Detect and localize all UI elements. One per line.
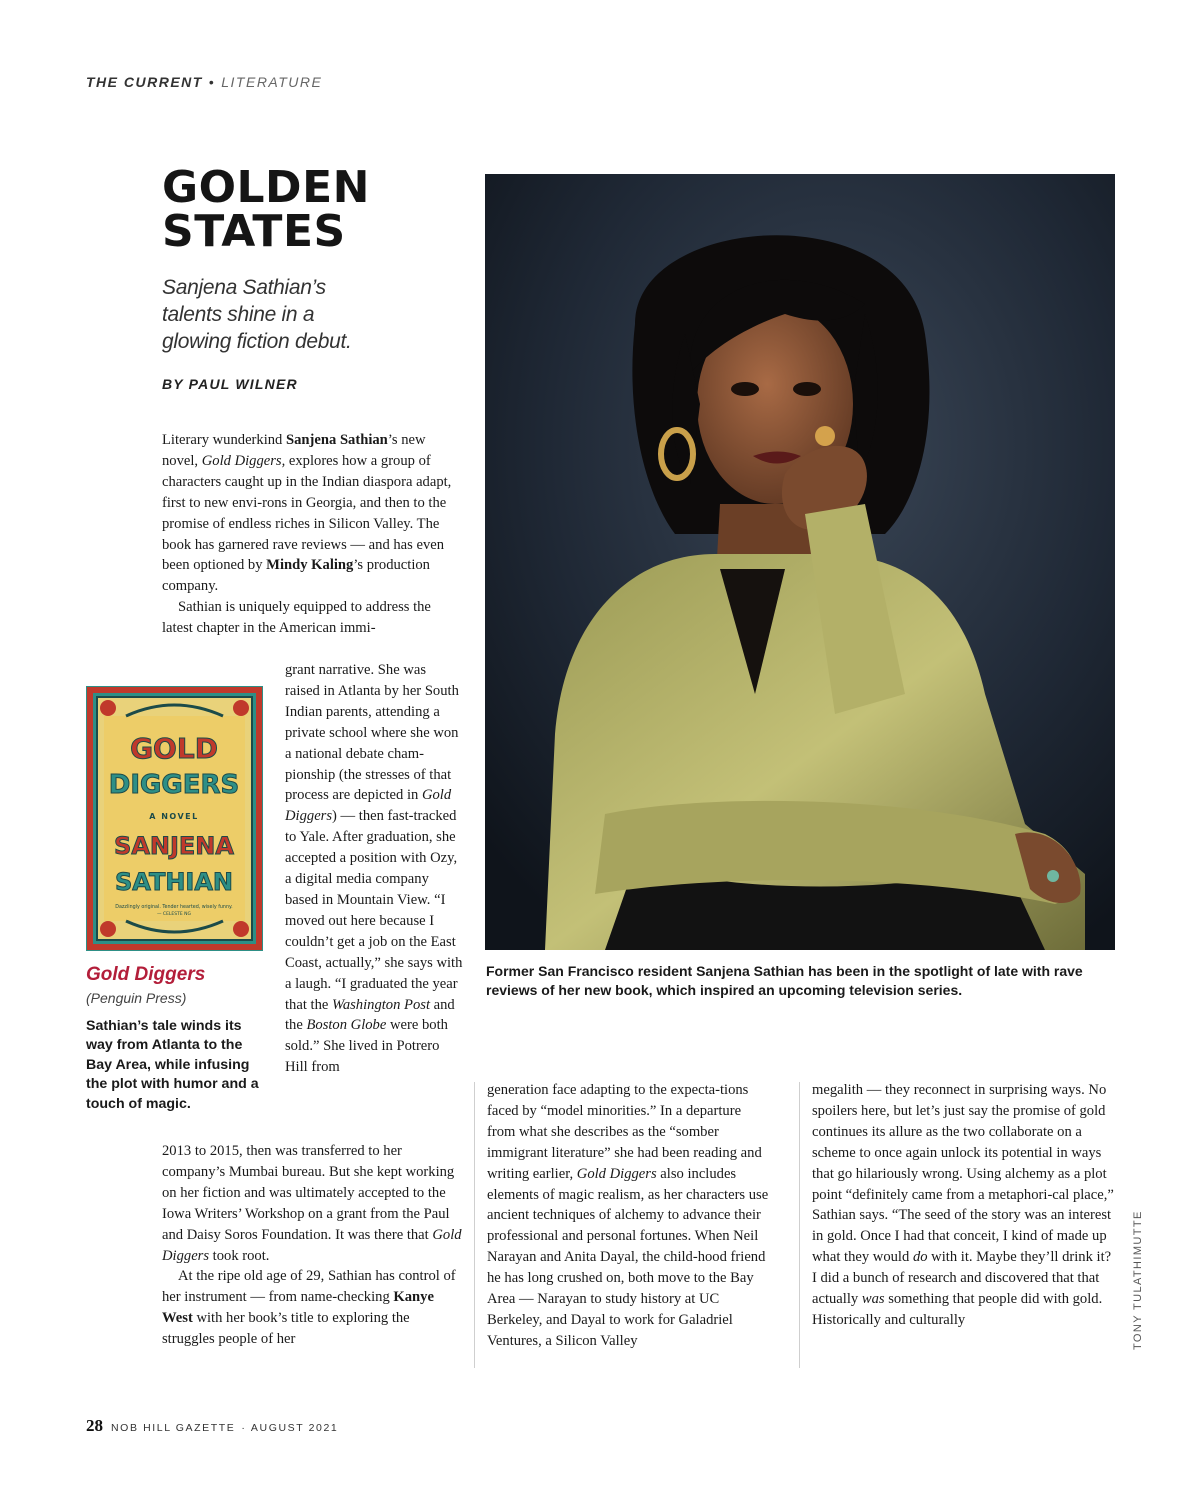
book-cover-image — [86, 686, 263, 951]
paragraph-col2: generation face adapting to the expecta-tions faced by “model minorities.” In a departure from what she describes as the “somber immigrant literature” she had been reading and writing earlier, Gold Diggers also includes elements of magic realism, as her characters use ancient techniques of alchemy to advance their professional and personal fortunes. When Neil Narayan and Anita Dayal, the child-hood friend he has long crushed on, both move to the Bay Area — Narayan to study history at UC Berkeley, and Dayal to work for Galadriel Ventures, a Silicon Valley — [487, 1082, 769, 1349]
paragraph-2-wrap: grant narrative. She was raised in Atlanta by her South Indian parents, attending a private school where she won a national debate cham-pionship (the stresses of that process are depicted in Gold Diggers) — then fast-tracked to Yale. After graduation, she accepted a position with Ozy, a digital media company based in Mountain View. “I moved out here because I couldn’t get a job on the East Coast, actually,” she says with a laugh. “I graduated the year that the Washington Post and the Boston Globe were both sold.” She lived in Potrero Hill from — [285, 662, 463, 1076]
paragraph-2-end: 2013 to 2015, then was transferred to her company’s Mumbai bureau. But she kept working on her fiction and was ultimately accepted to the Iowa Writers’ Workshop on a grant from the Paul and Daisy Soros Foundation. It was there that Gold Diggers took root. — [162, 1143, 462, 1264]
author-portrait-photo — [485, 174, 1115, 950]
dek: Sanjena Sathian’s talents shine in a glowing fiction debut. — [162, 276, 352, 353]
sidebar-blurb: Sathian’s tale winds its way from Atlanta to the Bay Area, while infusing the plot with humor and a touch of magic. — [86, 1018, 259, 1112]
header-separator: • — [208, 74, 216, 90]
paragraph-col3: megalith — they reconnect in surprising ways. No spoilers here, but let’s just say the promise of gold continues its allure as the two collaborate on a scheme to once again unlock its potential in ways that go hilariously wrong. Using alchemy as a plot point “definitely came from a metaphori-cal place,” Sathian says. “The seed of the story was an interest in gold. Once I had that conceit, I kind of made up what they would do with it. Maybe they’ll drink it? I did a bunch of research and discovered that that actually was something that people did with gold. Historically and culturally — [812, 1082, 1114, 1328]
folio — [86, 1416, 338, 1436]
cover-blurb: Dazzlingly original. Tender hearted, wisely funny. — [115, 905, 233, 910]
cover-tagline: A NOVEL — [149, 812, 199, 821]
body-column-3 — [812, 1080, 1114, 1331]
body-column-1-top — [162, 430, 462, 639]
paragraph-3: At the ripe old age of 29, Sathian has control of her instrument — from name-checking Kanye West with her book’s title to exploring the struggles people of her — [162, 1268, 456, 1348]
sidebar-publisher: (Penguin Press) — [86, 990, 187, 1006]
section-label: THE CURRENT — [86, 74, 203, 90]
running-header — [86, 74, 322, 90]
paragraph-1: Literary wunderkind Sanjena Sathian’s new novel, Gold Diggers, explores how a group of characters caught up in the Indian diaspora adapt, first to new envi-rons in Georgia, and then to the promise of endless riches in Silicon Valley. The book has garnered rave reviews — and has even been optioned by Mindy Kaling’s production company. — [162, 432, 452, 595]
cover-title-1: GOLD — [130, 732, 218, 765]
photo-caption: Former San Francisco resident Sanjena Sathian has been in the spotlight of late with rave reviews of her new book, which inspired an upcoming television series. — [486, 963, 1083, 998]
cover-blurb-source: — CELESTE NG — [157, 912, 191, 917]
book-cover-art — [86, 686, 263, 951]
photo-credit: TONY TULATHIMUTTE — [1132, 1210, 1144, 1350]
sidebar-book-title: Gold Diggers — [86, 964, 206, 985]
subsection-label: LITERATURE — [221, 74, 323, 90]
cover-author-2: SATHIAN — [114, 868, 234, 896]
column-rule — [474, 1082, 475, 1368]
paragraph-2-start: Sathian is uniquely equipped to address the latest chapter in the American immi- — [162, 599, 431, 637]
cover-author-1: SANJENA — [114, 832, 234, 860]
body-column-1-wrap — [285, 660, 463, 1078]
column-rule — [799, 1082, 800, 1368]
body-column-1-bottom — [162, 1141, 462, 1350]
byline: BY PAUL WILNER — [162, 376, 298, 392]
folio-separator: · — [241, 1422, 245, 1434]
cover-title-2: DIGGERS — [108, 770, 240, 800]
page-number: 28 — [86, 1416, 103, 1435]
publication-name: NOB HILL GAZETTE — [111, 1422, 236, 1434]
issue-date: AUGUST 2021 — [250, 1422, 339, 1434]
headline: GOLDEN STATES — [162, 162, 370, 257]
body-column-2 — [487, 1080, 769, 1352]
